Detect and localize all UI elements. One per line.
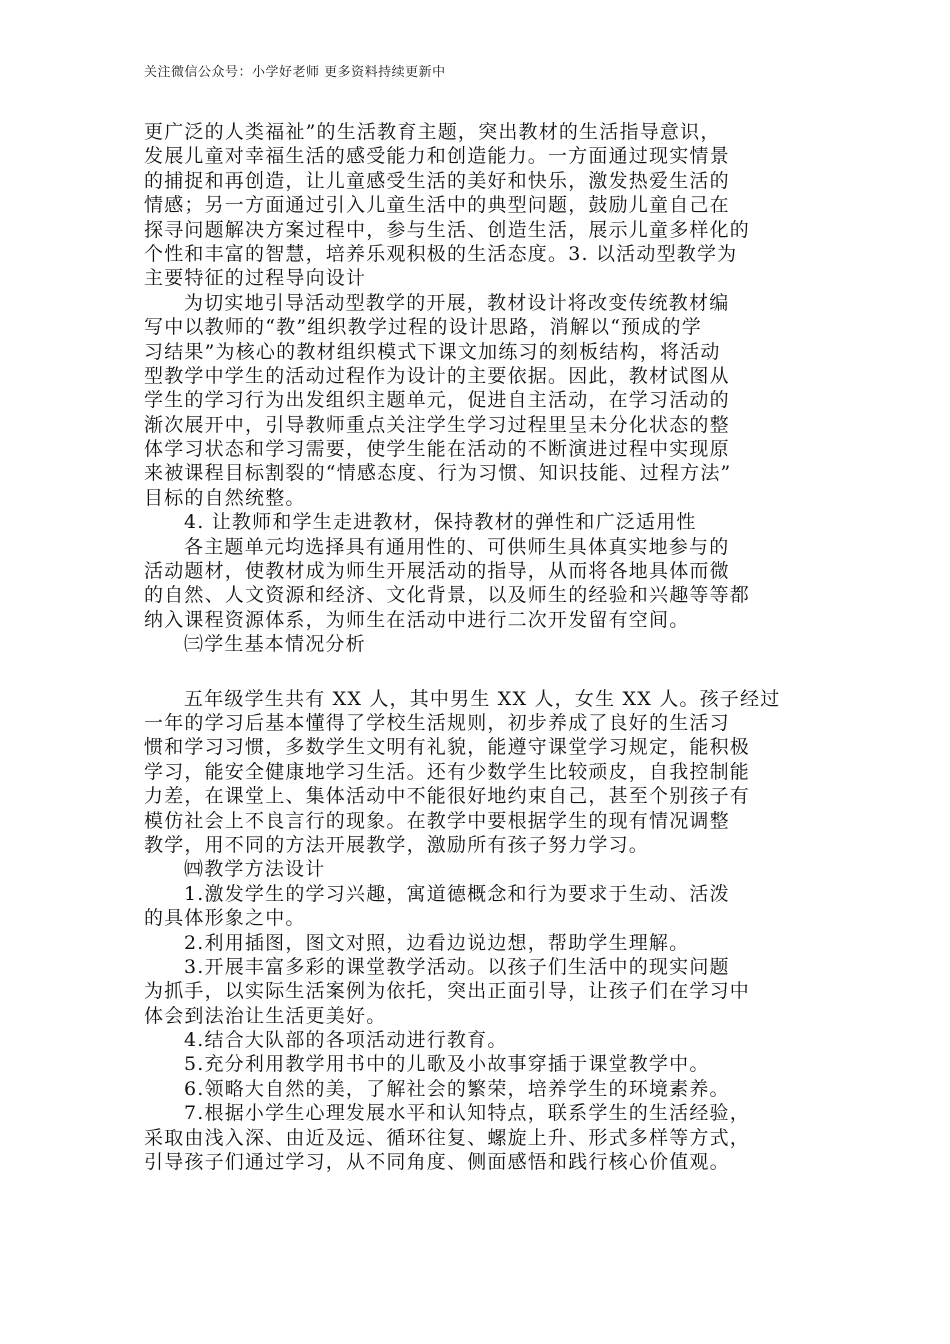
header-note: 关注微信公众号：小学好老师 更多资料持续更新中 (144, 65, 446, 80)
text-line: 的自然、人文资源和经济、文化背景，以及师生的经验和兴趣等等都 (144, 584, 751, 607)
text-line: 主要特征的过程导向设计 (144, 267, 367, 290)
text-line: 习结果”为核心的教材组织模式下课文加练习的刻板结构，将活动 (144, 340, 721, 363)
text-line: 目标的自然统整。 (144, 486, 306, 509)
document-body (144, 120, 824, 1174)
text-line: 各主题单元均选择具有通用性的、可供师生具体真实地参与的 (184, 535, 730, 558)
section-heading: 4. 让教师和学生走进教材，保持教材的弹性和广泛适用性 (184, 511, 697, 534)
list-item-continuation: 为抓手，以实际生活案例为依托，突出正面引导，让孩子们在学习中 (144, 980, 751, 1003)
list-item-continuation: 体会到法治让生活更美好。 (144, 1004, 387, 1027)
list-item-continuation: 的具体形象之中。 (144, 907, 306, 930)
section-heading: ㈣教学方法设计 (184, 858, 326, 881)
list-item-continuation: 采取由浅入深、由近及远、循环往复、螺旋上升、形式多样等方式， (144, 1126, 751, 1149)
text-line: 探寻问题解决方案过程中，参与生活、创造生活，展示儿童多样化的 (144, 218, 751, 241)
text-line: 学生的学习行为出发组织主题单元，促进自主活动，在学习活动的 (144, 389, 730, 412)
list-item: 1.激发学生的学习兴趣，寓道德概念和行为要求于生动、活泼 (184, 882, 730, 905)
list-item: 3.开展丰富多彩的课堂教学活动。以孩子们生活中的现实问题 (184, 955, 730, 978)
text-line: 型教学中学生的活动过程作为设计的主要依据。因此，教材试图从 (144, 364, 730, 387)
section-heading: ㈢学生基本情况分析 (184, 633, 366, 656)
text-line: 写中以教师的“教”组织教学过程的设计思路，消解以“预成的学 (144, 316, 702, 339)
text-line: 个性和丰富的智慧，培养乐观积极的生活态度。3. 以活动型教学为 (144, 242, 738, 265)
list-item: 7.根据小学生心理发展水平和认知特点，联系学生的生活经验， (184, 1102, 750, 1125)
blank-gap (144, 657, 824, 687)
text-line: 发展儿童对幸福生活的感受能力和创造能力。一方面通过现实情景 (144, 145, 730, 168)
text-line: 体学习状态和学习需要，使学生能在活动的不断演进过程中实现原 (144, 438, 730, 461)
text-line: 一年的学习后基本懂得了学校生活规则，初步养成了良好的生活习 (144, 711, 730, 734)
text-line: 模仿社会上不良言行的现象。在教学中要根据学生的现有情况调整 (144, 809, 730, 832)
text-line: 五年级学生共有 XX 人，其中男生 XX 人，女生 XX 人。孩子经过 (184, 687, 781, 710)
text-line: 活动题材，使教材成为师生开展活动的指导，从而将各地具体而微 (144, 560, 730, 583)
text-line: 渐次展开中，引导教师重点关注学生学习过程里呈未分化状态的整 (144, 413, 730, 436)
text-line: 纳入课程资源体系，为师生在活动中进行二次开发留有空间。 (144, 608, 690, 631)
text-line: 教学，用不同的方法开展教学，激励所有孩子努力学习。 (144, 833, 650, 856)
text-line: 来被课程目标割裂的“情感态度、行为习惯、知识技能、过程方法” (144, 462, 732, 485)
list-item-continuation: 引导孩子们通过学习，从不同角度、侧面感悟和践行核心价值观。 (144, 1151, 730, 1174)
text-line: 惯和学习习惯，多数学生文明有礼貌，能遵守课堂学习规定，能积极 (144, 736, 751, 759)
list-item: 6.领略大自然的美，了解社会的繁荣，培养学生的环境素养。 (184, 1077, 730, 1100)
text-line: 为切实地引导活动型教学的开展，教材设计将改变传统教材编 (184, 291, 730, 314)
text-line: 的捕捉和再创造，让儿童感受生活的美好和快乐，激发热爱生活的 (144, 169, 730, 192)
text-line: 情感；另一方面通过引入儿童生活中的典型问题，鼓励儿童自己在 (144, 194, 730, 217)
text-line: 学习，能安全健康地学习生活。还有少数学生比较顽皮，自我控制能 (144, 760, 751, 783)
list-item: 5.充分利用教学用书中的儿歌及小故事穿插于课堂教学中。 (184, 1053, 710, 1076)
text-line: 更广泛的人类福祉”的生活教育主题，突出教材的生活指导意识， (144, 121, 721, 143)
text-line: 力差，在课堂上、集体活动中不能很好地约束自己，甚至个别孩子有 (144, 785, 751, 808)
list-item: 2.利用插图，图文对照，边看边说边想，帮助学生理解。 (184, 931, 690, 954)
list-item: 4.结合大队部的各项活动进行教育。 (184, 1029, 508, 1052)
